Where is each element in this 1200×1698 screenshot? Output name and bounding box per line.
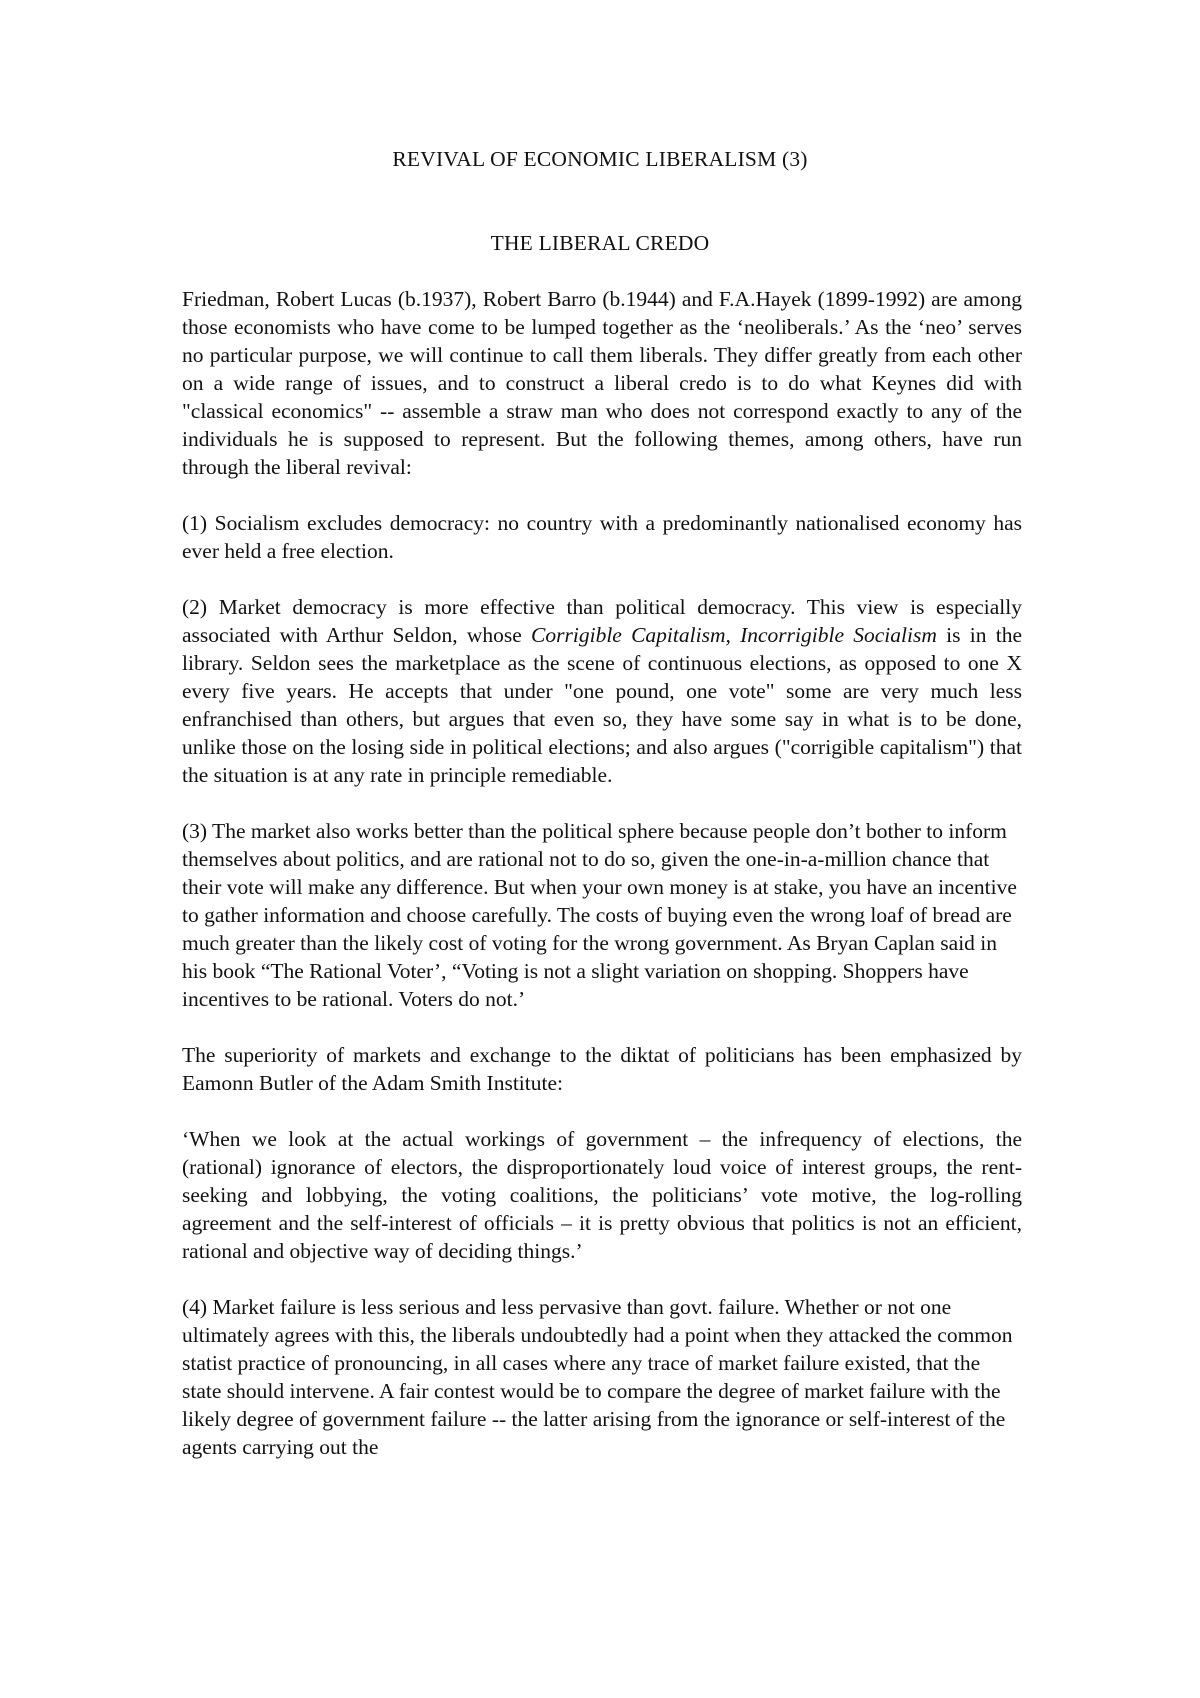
point-4-paragraph: (4) Market failure is less serious and less pervasive than govt. failure. Whether or not one ultimately agrees with this, the liberals undoubtedly had a point when they attacked the common statist practice of pronouncing, in all cases where any trace of market failure existed, that the state should intervene. A fair contest would be to compare the degree of market failure with the likely degree of government failure -- the latter arising from the ignorance or self-interest of the agents carrying out the xyxy=(182,1295,1013,1459)
document-title: REVIVAL OF ECONOMIC LIBERALISM (3) xyxy=(392,147,808,171)
section-heading: THE LIBERAL CREDO xyxy=(490,231,710,255)
butler-intro-paragraph: The superiority of markets and exchange to the diktat of politicians has been emphasized by Eamonn Butler of the Adam Smith Institute: xyxy=(182,1043,1022,1095)
book-title: Corrigible Capitalism, Incorrigible Socialism xyxy=(531,623,937,647)
point-3-paragraph: (3) The market also works better than the political sphere because people don’t bother to inform themselves about politics, and are rational not to do so, given the one-in-a-million chance that their vote will make any difference. But when your own money is at stake, you have an incentive to gather information and choose carefully. The costs of buying even the wrong loaf of bread are much greater than the likely cost of voting for the wrong government. As Bryan Caplan said in his book “The Rational Voter’, “Voting is not a slight variation on shopping. Shoppers have incentives to be rational. Voters do not.’ xyxy=(182,819,1017,1011)
point-2-text-start: (2) Market democracy is more effective than political democracy. This view is especially associated with Arthur Seldon, whose xyxy=(182,595,1022,647)
intro-paragraph: Friedman, Robert Lucas (b.1937), Robert Barro (b.1944) and F.A.Hayek (1899-1992) are among those economists who have come to be lumped together as the ‘neoliberals.’ As the ‘neo’ serves no particular purpose, we will continue to call them liberals. They differ greatly from each other on a wide range of issues, and to construct a liberal credo is to do what Keynes did with "classical economics" -- assemble a straw man who does not correspond exactly to any of the individuals he is supposed to represent. But the following themes, among others, have run through the liberal revival: xyxy=(182,287,1022,479)
point-2-text-end: is in the library. Seldon sees the marketplace as the scene of continuous elections, as opposed to one X every five years. He accepts that under "one pound, one vote" some are very much less enfranchised than others, but argues that even so, they have some say in what is to be done, unlike those on the losing side in political elections; and also argues ("corrigible capitalism") that the situation is at any rate in principle remediable. xyxy=(182,623,1022,787)
butler-quote-paragraph: ‘When we look at the actual workings of government – the infrequency of elections, the (rational) ignorance of electors, the disproportionately loud voice of interest groups, the rent-seeking and lobbying, the voting coalitions, the politicians’ vote motive, the log-rolling agreement and the self-interest of officials – it is pretty obvious that politics is not an efficient, rational and objective way of deciding things.’ xyxy=(182,1127,1022,1263)
point-2-paragraph xyxy=(182,593,1022,789)
point-1-paragraph: (1) Socialism excludes democracy: no country with a predominantly nationalised economy has ever held a free election. xyxy=(182,511,1022,563)
document-body xyxy=(182,285,1022,1461)
